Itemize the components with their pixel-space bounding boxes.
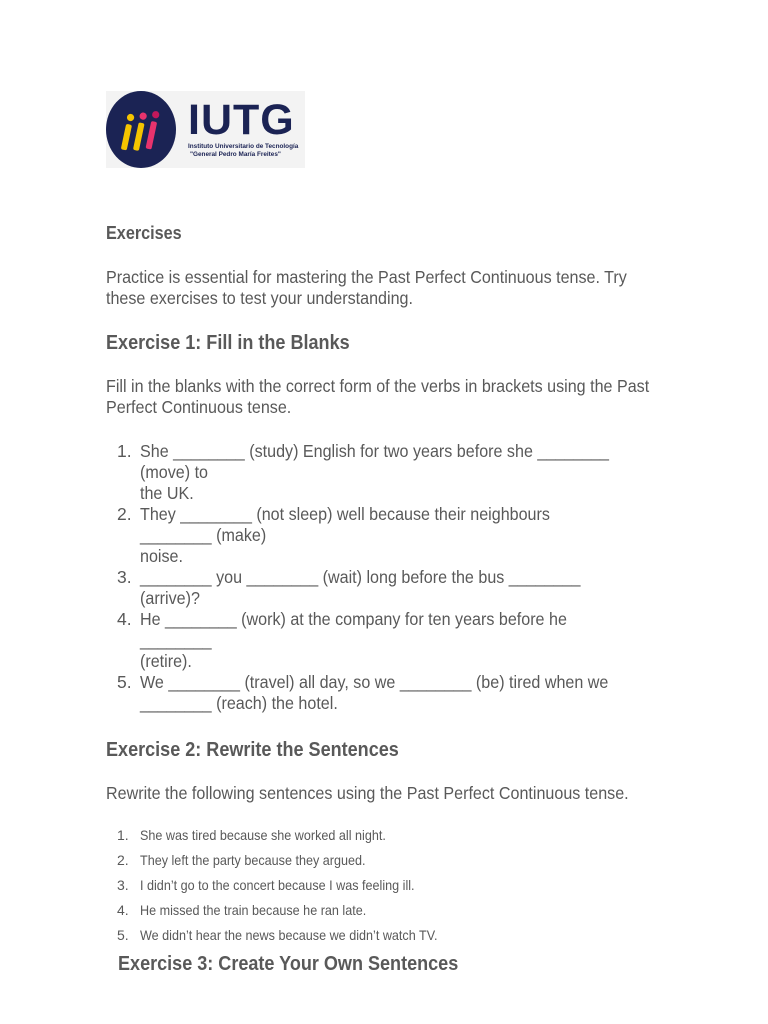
list-item-text-continued: the UK. bbox=[140, 483, 194, 503]
exercise3-heading: Exercise 3: Create Your Own Sentences bbox=[118, 952, 459, 975]
list-item bbox=[106, 823, 666, 848]
list-item-text-continued: ________ (reach) the hotel. bbox=[140, 693, 338, 713]
list-item-text: They ________ (not sleep) well because their neighbours ________ (make) bbox=[140, 504, 550, 545]
list-number: 3. bbox=[117, 567, 132, 587]
logo-subtitle-line1: Instituto Universitario de Tecnología bbox=[188, 143, 299, 150]
list-item bbox=[106, 441, 666, 504]
list-item bbox=[106, 672, 666, 714]
exercise1-list bbox=[106, 441, 666, 714]
list-number: 5. bbox=[117, 927, 129, 943]
list-item bbox=[106, 923, 666, 948]
list-item-text: I didn’t go to the concert because I was feeling ill. bbox=[140, 877, 415, 893]
document-body bbox=[106, 220, 666, 977]
list-number: 1. bbox=[117, 827, 129, 843]
exercise1-instruction: Fill in the blanks with the correct form of the verbs in brackets using the Past Perfect Continuous tense. bbox=[106, 376, 650, 417]
list-item-text: He ________ (work) at the company for ten years before he ________ bbox=[140, 609, 567, 650]
list-item-text: She ________ (study) English for two years before she ________ (move) to bbox=[140, 441, 610, 482]
list-number: 4. bbox=[117, 609, 132, 629]
list-number: 1. bbox=[117, 441, 132, 461]
list-item-text: We ________ (travel) all day, so we ________ (be) tired when we bbox=[140, 672, 609, 692]
list-item-text: We didn’t hear the news because we didn’t watch TV. bbox=[140, 927, 438, 943]
list-item bbox=[106, 567, 666, 609]
exercise2-heading: Exercise 2: Rewrite the Sentences bbox=[106, 738, 399, 761]
list-item-text: He missed the train because he ran late. bbox=[140, 902, 367, 918]
list-item-text: They left the party because they argued. bbox=[140, 852, 366, 868]
list-item-text: ________ you ________ (wait) long before the bus ________ (arrive)? bbox=[140, 567, 581, 608]
list-number: 4. bbox=[117, 902, 129, 918]
list-item bbox=[106, 504, 666, 567]
list-number: 5. bbox=[117, 672, 132, 692]
iutg-emblem-icon bbox=[106, 91, 176, 168]
institution-logo bbox=[106, 91, 305, 168]
list-number: 3. bbox=[117, 877, 129, 893]
logo-subtitle-line2: "General Pedro María Freites" bbox=[190, 151, 281, 158]
list-item-text-continued: (retire). bbox=[140, 651, 192, 671]
list-number: 2. bbox=[117, 852, 129, 868]
list-item bbox=[106, 873, 666, 898]
logo-wordmark: IUTG bbox=[188, 96, 295, 144]
list-item bbox=[106, 609, 666, 672]
exercise2-list bbox=[106, 823, 666, 948]
list-item-text-continued: noise. bbox=[140, 546, 183, 566]
exercise2-instruction: Rewrite the following sentences using the Past Perfect Continuous tense. bbox=[106, 783, 629, 803]
intro-paragraph: Practice is essential for mastering the Past Perfect Continuous tense. Try these exercises to test your understanding. bbox=[106, 267, 627, 308]
list-item bbox=[106, 898, 666, 923]
list-item bbox=[106, 848, 666, 873]
list-number: 2. bbox=[117, 504, 132, 524]
list-item-text: She was tired because she worked all night. bbox=[140, 827, 386, 843]
exercise1-heading: Exercise 1: Fill in the Blanks bbox=[106, 331, 350, 354]
section-label: Exercises bbox=[106, 223, 182, 243]
